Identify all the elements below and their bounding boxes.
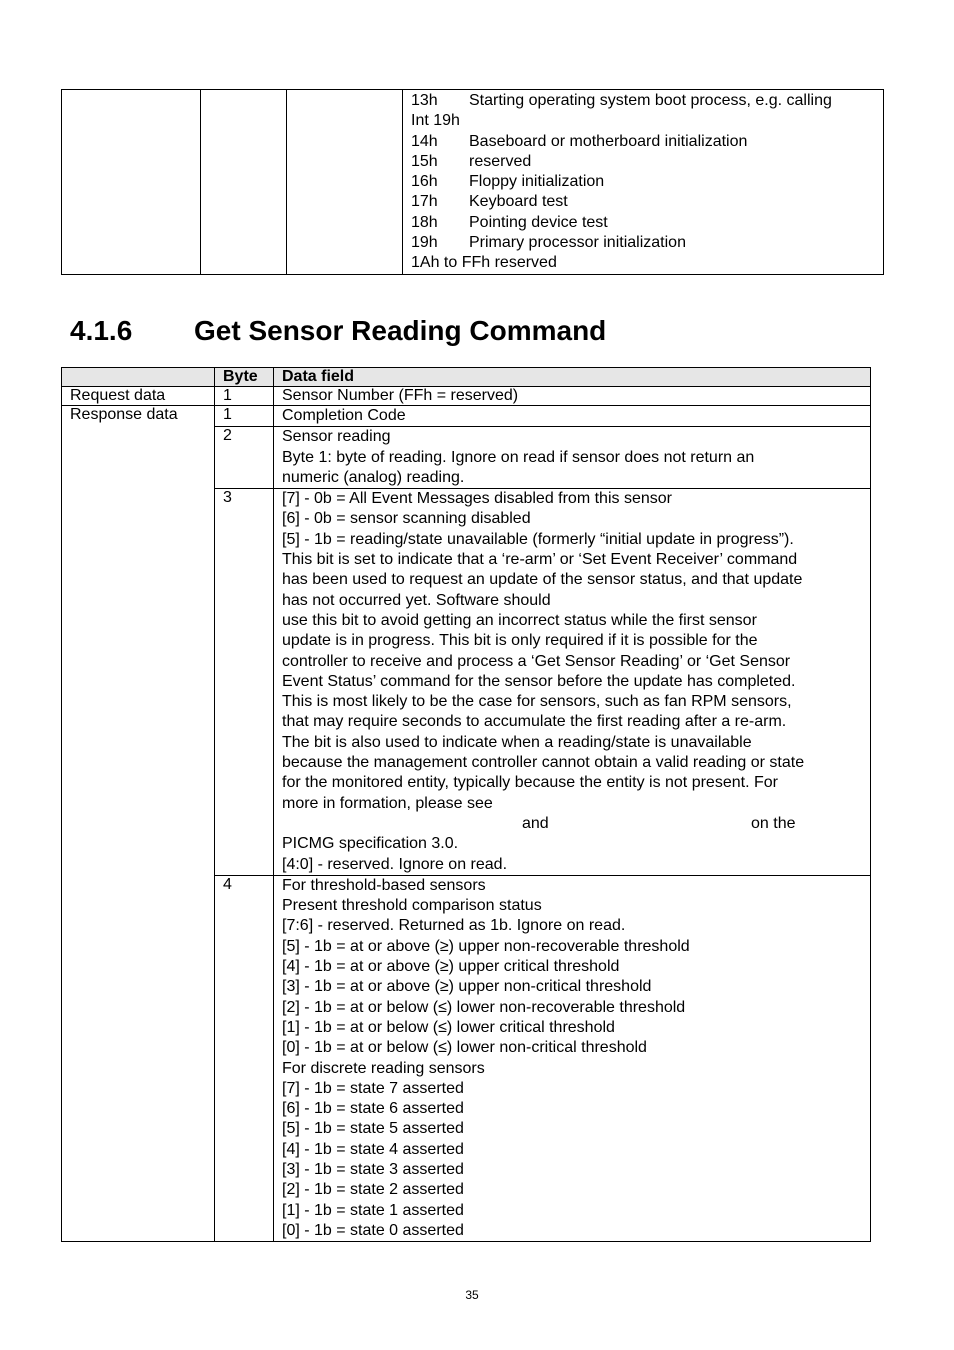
code-list-item (411, 152, 875, 172)
code-value: 18h (411, 213, 438, 231)
field-line: [6] - 0b = sensor scanning disabled (282, 510, 531, 528)
field-line: Event Status’ command for the sensor before the update has completed. (282, 672, 796, 690)
code-value: 16h (411, 173, 438, 191)
field-line: Present threshold comparison status (282, 897, 542, 915)
code-description: Floppy initialization (469, 173, 605, 191)
empty-cell (287, 90, 403, 275)
response-field (274, 406, 871, 427)
reference-and: and (522, 814, 549, 832)
response-row-byte-2 (62, 427, 871, 489)
response-field (274, 875, 871, 1241)
field-line: [0] - 1b = at or below (≤) lower non-critical threshold (282, 1039, 647, 1057)
continuation-table (61, 89, 884, 275)
response-label-continued (62, 489, 215, 876)
page-number: 35 (465, 1288, 479, 1302)
field-line: [6] - 1b = state 6 asserted (282, 1100, 464, 1118)
response-byte: 4 (215, 875, 274, 1241)
field-line: [7] - 0b = All Event Messages disabled from this sensor (282, 490, 672, 508)
field-line: update is in progress. This bit is only required if it is possible for the (282, 632, 758, 650)
field-line: controller to receive and process a ‘Get Sensor Reading’ or ‘Get Sensor (282, 652, 791, 670)
request-row (62, 387, 871, 406)
field-line: for the monitored entity, typically because the entity is not present. For (282, 774, 778, 792)
field-line: [3] - 1b = at or above (≥) upper non-critical threshold (282, 978, 652, 996)
code-list-item (411, 172, 875, 192)
command-table (61, 367, 871, 1242)
request-byte: 1 (215, 387, 274, 406)
field-line: more in formation, please see (282, 794, 493, 812)
code-list-item (411, 233, 875, 253)
field-line: [2] - 1b = state 2 asserted (282, 1181, 464, 1199)
code-value: 14h (411, 132, 438, 150)
response-field (274, 489, 871, 876)
response-row-byte-1 (62, 406, 871, 427)
header-cell-blank (62, 368, 215, 387)
field-line: [7:6] - reserved. Returned as 1b. Ignore on read. (282, 917, 626, 935)
field-line: Byte 1: byte of reading. Ignore on read if sensor does not return an (282, 448, 755, 466)
code-description: Int 19h (411, 112, 460, 130)
field-line: has been used to request an update of the sensor status, and that update (282, 571, 803, 589)
field-line: because the management controller cannot obtain a valid reading or state (282, 754, 805, 772)
reference-on-the: on the (751, 814, 796, 832)
code-description: Starting operating system boot process, e.g. calling (469, 92, 832, 109)
field-line: Completion Code (282, 407, 406, 424)
field-line: [4:0] - reserved. Ignore on read. (282, 855, 508, 873)
code-list-item (411, 192, 875, 212)
field-line: numeric (analog) reading. (282, 468, 465, 486)
code-list-item (411, 132, 875, 152)
section-heading (70, 315, 606, 347)
empty-cell (201, 90, 287, 275)
field-line: [4] - 1b = at or above (≥) upper critical threshold (282, 958, 620, 976)
section-number: 4.1.6 (70, 315, 133, 346)
code-list-item (411, 213, 875, 233)
response-row-byte-3 (62, 489, 871, 876)
response-label-continued (62, 427, 215, 489)
code-list-cell (403, 90, 884, 275)
code-value: 13h (411, 92, 438, 109)
field-line: PICMG specification 3.0. (282, 835, 459, 853)
request-label: Request data (62, 387, 215, 406)
code-description: Pointing device test (469, 213, 608, 231)
field-line: For discrete reading sensors (282, 1059, 485, 1077)
field-line: [5] - 1b = state 5 asserted (282, 1120, 464, 1138)
field-line: has not occurred yet. Software should (282, 591, 551, 609)
field-line: For threshold-based sensors (282, 876, 486, 894)
code-description: Keyboard test (469, 193, 568, 211)
table-row (62, 90, 884, 275)
response-label: Response data (62, 406, 215, 427)
code-description: reserved (469, 152, 532, 170)
field-line: [3] - 1b = state 3 asserted (282, 1160, 464, 1178)
field-line: [5] - 1b = at or above (≥) upper non-recoverable threshold (282, 937, 690, 955)
empty-cell (62, 90, 201, 275)
field-line: [1] - 1b = state 1 asserted (282, 1201, 464, 1219)
field-line: Sensor reading (282, 428, 391, 446)
code-value: 17h (411, 193, 438, 211)
table-header-row (62, 368, 871, 387)
code-description: Primary processor initialization (469, 234, 686, 252)
code-list-item (411, 91, 875, 111)
code-description: 1Ah to FFh reserved (411, 254, 557, 272)
code-description: Baseboard or motherboard initialization (469, 132, 748, 150)
code-list-item (411, 111, 875, 131)
response-byte: 2 (215, 427, 274, 489)
section-title: Get Sensor Reading Command (194, 315, 607, 346)
field-line: [2] - 1b = at or below (≤) lower non-recoverable threshold (282, 998, 686, 1016)
reference-line (282, 814, 862, 834)
field-line: [5] - 1b = reading/state unavailable (formerly “initial update in progress”). (282, 530, 794, 548)
code-value: 15h (411, 152, 438, 170)
response-label-continued (62, 875, 215, 1241)
field-line: [1] - 1b = at or below (≤) lower critical threshold (282, 1018, 615, 1036)
field-line: [7] - 1b = state 7 asserted (282, 1079, 464, 1097)
field-line: This bit is set to indicate that a ‘re-arm’ or ‘Set Event Receiver’ command (282, 551, 798, 569)
request-field: Sensor Number (FFh = reserved) (274, 387, 871, 406)
header-cell-data-field: Data field (274, 368, 871, 387)
response-field (274, 427, 871, 489)
response-byte: 3 (215, 489, 274, 876)
field-line: This is most likely to be the case for sensors, such as fan RPM sensors, (282, 693, 792, 711)
header-cell-byte: Byte (215, 368, 274, 387)
field-line: use this bit to avoid getting an incorrect status while the first sensor (282, 611, 757, 629)
code-list-item (411, 253, 875, 273)
code-value: 19h (411, 234, 438, 252)
field-line: that may require seconds to accumulate the first reading after a re-arm. (282, 713, 787, 731)
response-byte: 1 (215, 406, 274, 427)
field-line: [4] - 1b = state 4 asserted (282, 1140, 464, 1158)
field-line: [0] - 1b = state 0 asserted (282, 1221, 464, 1239)
response-row-byte-4 (62, 875, 871, 1241)
field-line: The bit is also used to indicate when a reading/state is unavailable (282, 733, 752, 751)
